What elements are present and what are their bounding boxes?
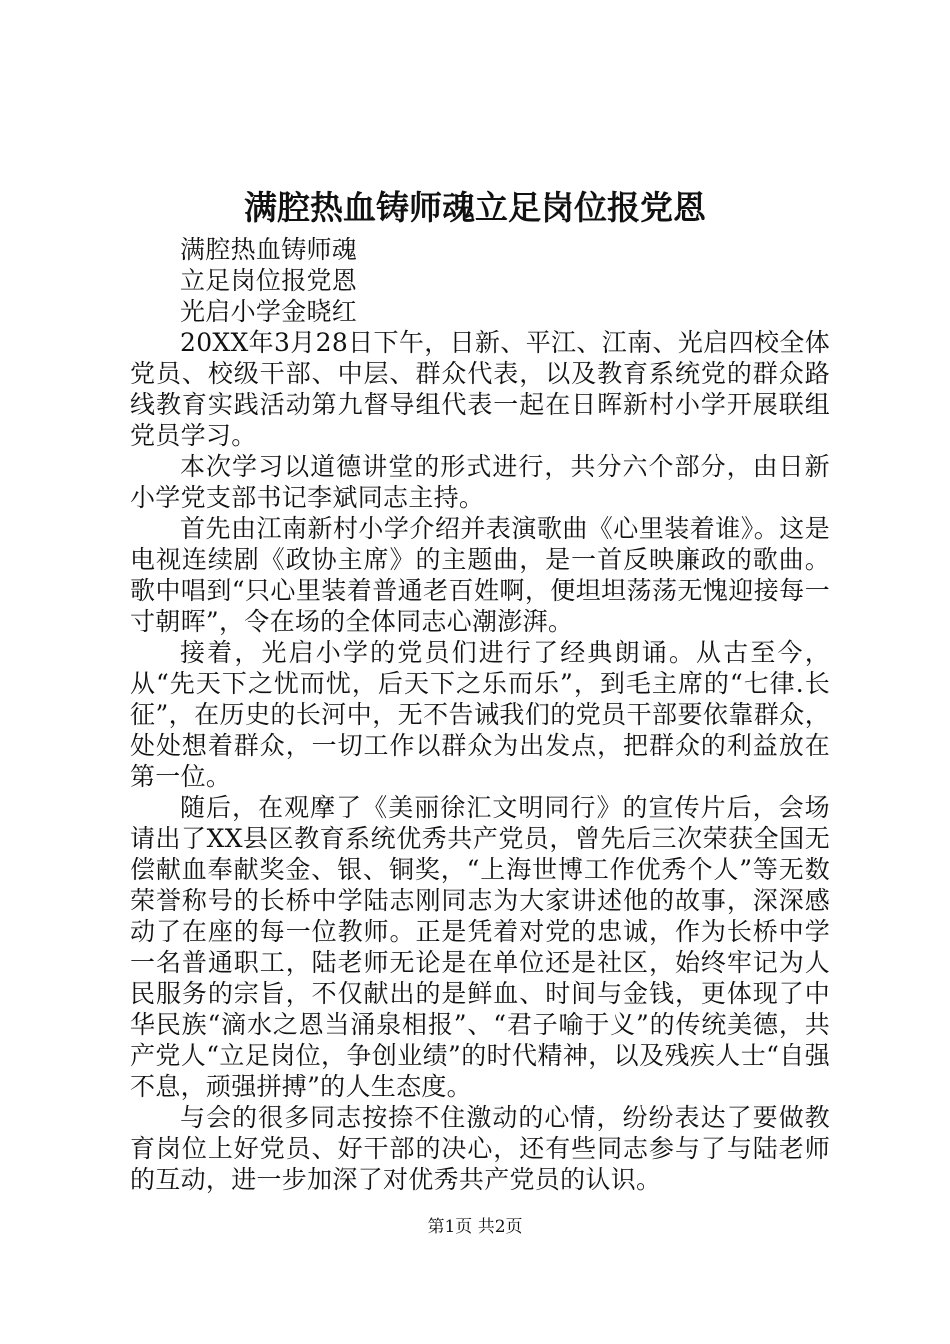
paragraph-1: 20XX年3月28日下午，日新、平江、江南、光启四校全体党员、校级干部、中层、群众代表，以及教育系统党的群众路线教育实践活动第九督导组代表一起在日晖新村小学开展联组党员学习。 [130, 328, 830, 450]
paragraph-3: 首先由江南新村小学介绍并表演歌曲《心里装着谁》。这是电视连续剧《政协主席》的主题曲，是一首反映廉政的歌曲。歌中唱到“只心里装着普通老百姓啊，便坦坦荡荡无愧迎接每一寸朝晖”，令在场的全体同志心潮澎湃。 [130, 514, 830, 636]
paragraph-2: 本次学习以道德讲堂的形式进行，共分六个部分，由日新小学党支部书记李斌同志主持。 [130, 452, 830, 512]
page-footer: 第1页 共2页 [427, 1217, 523, 1237]
document-body [130, 234, 830, 1195]
header-line-2: 立足岗位报党恩 [180, 266, 358, 295]
paragraph-4: 接着，光启小学的党员们进行了经典朗诵。从古至今，从“先天下之忧而忧，后天下之乐而乐”，到毛主席的“七律.长征”，在历史的长河中，无不告诫我们的党员干部要依靠群众，处处想着群众，一切工作以群众为出发点，把群众的利益放在第一位。 [130, 638, 830, 791]
document-title: 满腔热血铸师魂立足岗位报党恩 [244, 188, 706, 227]
header-line-1: 满腔热血铸师魂 [180, 235, 358, 264]
author-line: 光启小学金晓红 [180, 297, 358, 326]
paragraph-6: 与会的很多同志按捺不住激动的心情，纷纷表达了要做教育岗位上好党员、好干部的决心，还有些同志参与了与陆老师的互动，进一步加深了对优秀共产党员的认识。 [130, 1103, 830, 1194]
paragraph-5: 随后，在观摩了《美丽徐汇文明同行》的宣传片后，会场请出了XX县区教育系统优秀共产党员，曾先后三次荣获全国无偿献血奉献奖金、银、铜奖，“上海世博工作优秀个人”等无数荣誉称号的长桥中学陆志刚同志为大家讲述他的故事，深深感动了在座的每一位教师。正是凭着对党的忠诚，作为长桥中学一名普通职工，陆老师无论是在单位还是社区，始终牢记为人民服务的宗旨，不仅献出的是鲜血、时间与金钱，更体现了中华民族“滴水之恩当涌泉相报”、“君子喻于义”的传统美德，共产党人“立足岗位，争创业绩”的时代精神，以及残疾人士“自强不息，顽强拼搏”的人生态度。 [130, 793, 830, 1101]
